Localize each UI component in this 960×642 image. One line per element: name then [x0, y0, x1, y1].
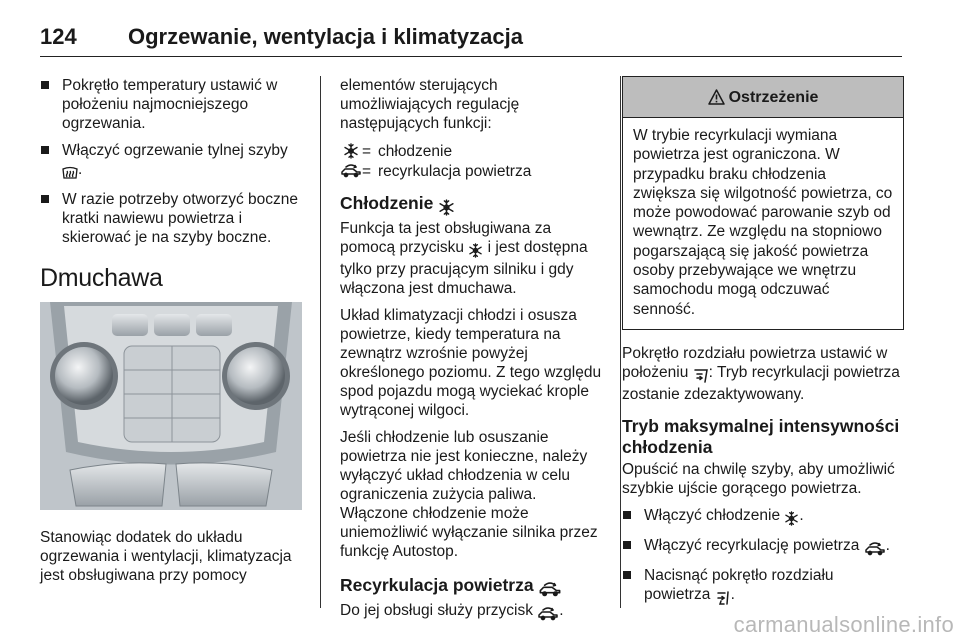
column-left: [40, 76, 304, 593]
list-item: Pokrętło temperatury ustawić w położeniu najmocniejszego ogrzewania.: [40, 76, 304, 133]
list-item: Nacisnąć pokrętło rozdziału powietrza .: [622, 566, 904, 607]
snowflake-icon: [468, 241, 483, 260]
snowflake-icon: [784, 509, 799, 528]
recirculation-heading: Recyrkulacja powietrza: [340, 575, 605, 599]
max-cooling-paragraph: Opuścić na chwilę szyby, aby umożliwić szybkie ujście gorącego powietrza.: [622, 460, 895, 497]
column-divider: [620, 76, 621, 608]
warning-body: W trybie recyrkulacji wymiana powietrza jest ograniczona. W przypadku braku chłodzenia zwiększa się wilgotność powietrza, co może powodować parowanie szyb od wewnątrz. Ze względu na stopniowo pogarszającą się jakość powietrza osoby przebywające we wnętrzu samochodu mogą odczuwać senność.: [633, 127, 893, 318]
recirculation-car-icon: [340, 164, 362, 178]
watermark: carmanualsonline.info: [733, 612, 954, 637]
column-right: [622, 76, 904, 615]
intro-text: elementów sterujących umożliwiających regulację następujących funkcji:: [340, 77, 520, 132]
air-distribution-feet-windshield-icon: [715, 588, 731, 607]
column-divider: [320, 76, 321, 608]
bullet-square-icon: [41, 81, 49, 89]
bullet-square-icon: [623, 541, 631, 549]
cooling-heading: Chłodzenie: [340, 193, 605, 217]
list-item: Włączyć ogrzewanie tylnej szyby .: [40, 141, 304, 182]
cooling-paragraph: Jeśli chłodzenie lub osuszanie powietrza nie jest konieczne, należy wyłączyć układ chłodzenia w celu ograniczenia zużycia paliwa. Włączone chłodzenie może uniemożliwić wyłączanie silnika przez funkcję Autostop.: [340, 429, 598, 560]
caption-text: Stanowiąc dodatek do układu ogrzewania i wentylacji, klimatyzacja jest obsługiwana przy pomocy: [40, 529, 292, 584]
page-title: Ogrzewanie, wentylacja i klimatyzacja: [128, 24, 523, 49]
warning-header: Ostrzeżenie: [623, 77, 903, 118]
rear-window-heater-icon: [62, 163, 78, 182]
cooling-paragraph: Funkcja ta jest obsługiwana za pomocą przycisku i jest dostępna tylko przy pracującym silniku i gdy włączona jest dmuchawa.: [340, 220, 588, 297]
recirculation-car-icon: [538, 578, 562, 599]
warning-triangle-icon: [708, 88, 725, 107]
list-item: W razie potrzeby otworzyć boczne kratki nawiewu powietrza i skierować je na szyby boczne.: [40, 190, 304, 247]
bullet-square-icon: [623, 511, 631, 519]
cooling-paragraph: Układ klimatyzacji chłodzi i osusza powietrze, kiedy temperatura na zewnątrz wzrośnie powyżej określonego poziomu. Z tego względu spod pojazdu mogą wyciekać krople wytrąconej wilgoci.: [340, 307, 602, 419]
warning-box: [622, 76, 904, 330]
page-header: [40, 16, 902, 57]
definition-row: = recyrkulacja powietrza: [340, 161, 605, 181]
recirculation-car-icon: [537, 604, 559, 623]
snowflake-icon: [340, 143, 362, 159]
climate-control-panel-image: [40, 302, 302, 510]
recirculation-paragraph: Do jej obsługi służy przycisk .: [340, 601, 605, 623]
list-item: Włączyć recyrkulację powietrza .: [622, 536, 904, 558]
recirculation-car-icon: [864, 539, 886, 558]
snowflake-icon: [438, 196, 455, 217]
distribution-paragraph: Pokrętło rozdziału powietrza ustawić w położeniu : Tryb recyrkulacji powietrza zostanie zdezaktywowany.: [622, 344, 900, 403]
air-distribution-windshield-icon: [693, 366, 709, 385]
max-cooling-heading: Tryb maksymalnej intensywności chłodzenia: [622, 415, 900, 457]
bullet-square-icon: [41, 195, 49, 203]
column-middle: [340, 76, 605, 631]
definition-row: = chłodzenie: [340, 141, 605, 161]
bullet-square-icon: [41, 146, 49, 154]
list-item: Włączyć chłodzenie .: [622, 506, 904, 528]
page-number: 124: [40, 24, 77, 49]
symbol-definitions: [340, 141, 605, 181]
bullet-square-icon: [623, 571, 631, 579]
section-title: Dmuchawa: [40, 264, 163, 292]
